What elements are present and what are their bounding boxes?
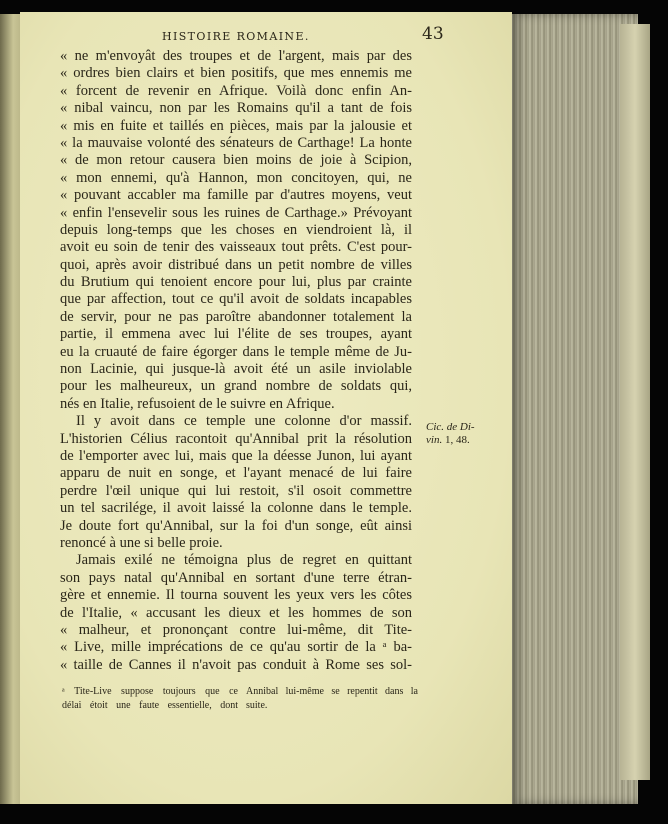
- text-line: « ne m'envoyât des troupes et de l'argent, mais par des: [60, 48, 412, 64]
- text-line: « mis en fuite et taillés en pièces, mais par la jalousie et: [60, 117, 412, 134]
- text-line: « pouvant accabler ma famille par d'autres moyens, veut: [60, 187, 412, 204]
- page-number: 43: [422, 24, 444, 44]
- text-line: « la mauvaise volonté des sénateurs de Carthage! La honte: [60, 134, 412, 151]
- text-line: L'historien Célius racontoit qu'Annibal prit la résolution: [60, 430, 412, 447]
- text-line: non Lacinie, qui jusque-là avoit été un asile inviolable: [60, 361, 412, 378]
- text-line: partie, il emmena avec lui l'élite de ses troupes, ayant: [60, 326, 412, 343]
- text-line: avoit eu soin de tenir des vaisseaux tout prêts. C'est pour-: [60, 239, 412, 256]
- text-line: « forcent de revenir en Afrique. Voilà donc enfin An-: [60, 82, 412, 99]
- body-text: [60, 48, 412, 674]
- text-line: « de mon retour causera bien moins de joie à Scipion,: [60, 152, 412, 169]
- text-line: « Live, mille imprécations de ce qu'au sortir de la ᵃ ba-: [60, 639, 412, 656]
- text-line: gère et ennemie. Il tourna souvent les yeux vers les côtes: [60, 587, 412, 604]
- book-fore-edge: [510, 14, 638, 804]
- footnote-right-column: [246, 685, 418, 713]
- book-fore-edge-outer: [620, 24, 650, 780]
- text-line: « mon ennemi, qu'à Hannon, mon concitoyen, qui, ne: [60, 169, 412, 186]
- text-line: renoncé à une si belle proie.: [60, 534, 223, 551]
- text-line: « ordres bien clairs et bien positifs, que mes ennemis me: [60, 65, 412, 82]
- text-line: « enfin l'ensevelir sous les ruines de Carthage.» Prévoyant: [60, 204, 412, 221]
- text-line: « nibal vaincu, non par les Romains qu'il a tant de fois: [60, 100, 412, 117]
- text-line: nés en Italie, refusoient de le suivre en Afrique.: [60, 395, 335, 412]
- text-line: un tel sacrilége, il avoit laissé la colonne dans le temple.: [60, 500, 412, 517]
- text-line: que par affection, tout ce qu'il avoit de soldats incapables: [60, 291, 412, 308]
- text-line: Je doute fort qu'Annibal, sur la foi d'un songe, eût ainsi: [60, 517, 412, 534]
- text-line: « taille de Cannes il n'avoit pas conduit à Rome ses sol-: [60, 656, 412, 673]
- footnote-line: suite.: [246, 700, 268, 711]
- text-line: de l'emporter avec lui, mais que la déesse Junon, lui ayant: [60, 447, 412, 464]
- margin-note: [426, 421, 506, 447]
- text-line: de servir, pour ne pas paroître abandonner totalement la: [60, 308, 412, 325]
- margin-note-line-2-italic: vin.: [426, 434, 443, 446]
- footnote-line: délai étoit une faute essentielle, dont: [62, 700, 238, 711]
- footnote-line: Annibal lui-même se repentit dans la: [246, 686, 418, 697]
- footnote-line: ᵃ Tite-Live suppose toujours que ce: [62, 686, 238, 697]
- text-line: de l'Italie, « accusant les dieux et les hommes de son: [60, 604, 412, 621]
- text-line: pour les malheureux, un grand nombre de soldats qui,: [60, 378, 412, 395]
- previous-page-edge: [0, 14, 22, 804]
- text-line: son pays natal qu'Annibal en sortant d'une terre étran-: [60, 569, 412, 586]
- text-line: depuis long-temps que les choses en viendroient là, il: [60, 221, 412, 238]
- running-title: HISTOIRE ROMAINE.: [162, 30, 310, 43]
- footnote-left-column: [62, 685, 238, 713]
- text-line: quoi, après avoir distribué dans un petit nombre de villes: [60, 256, 412, 273]
- text-line: apparu de nuit en songe, et l'ayant menacé de lui faire: [60, 465, 412, 482]
- text-line: Jamais exilé ne témoigna plus de regret en quittant: [76, 552, 412, 569]
- margin-note-line-1: Cic. de Di-: [426, 421, 475, 433]
- text-line: Il y avoit dans ce temple une colonne d'or massif.: [76, 413, 412, 430]
- text-line: eu la cruauté de faire égorger dans le temple même de Ju-: [60, 343, 412, 360]
- text-line: du Brutium qui tenoient encore pour lui, plus par crainte: [60, 274, 412, 291]
- text-line: « malheur, et prononçant contre lui-même, dit Tite-: [60, 621, 412, 638]
- margin-note-line-2-rest: 1, 48.: [442, 434, 470, 446]
- text-line: perdre l'œil unique qui lui restoit, s'il osoit commettre: [60, 482, 412, 499]
